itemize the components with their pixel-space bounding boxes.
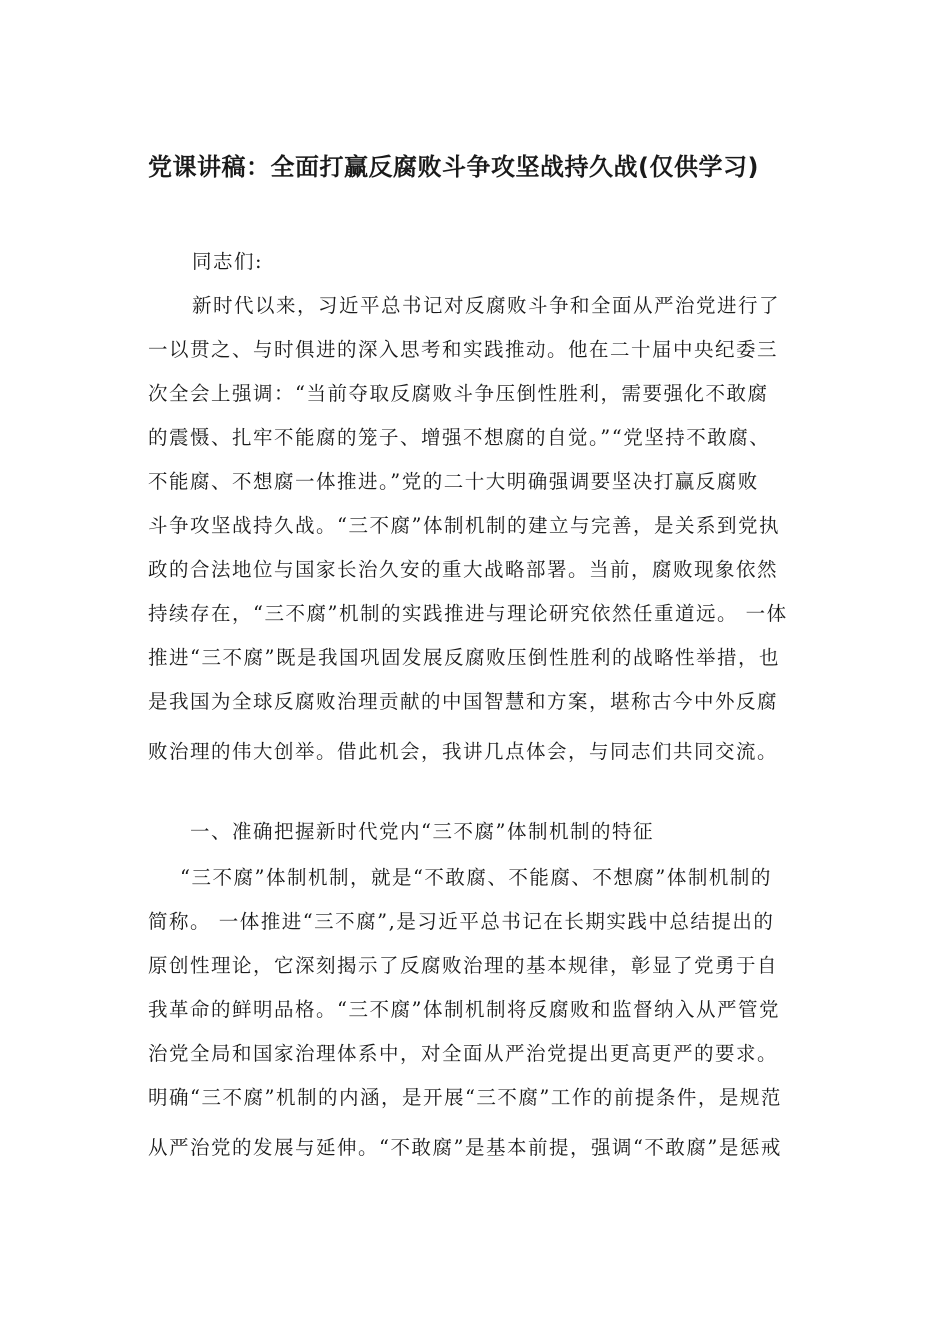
paragraph2-line: 从严治党的发展与延伸。“不敢腐”是基本前提，强调“不敢腐”是惩戒 [148,1136,782,1159]
document-title: 党课讲稿：全面打赢反腐败斗争攻坚战持久战(仅供学习) [148,153,759,181]
paragraph2-line: 简称。 一体推进“三不腐”,是习近平总书记在长期实践中总结提出的 [148,910,775,933]
paragraph1-line: 是我国为全球反腐败治理贡献的中国智慧和方案，堪称古今中外反腐 [148,690,779,713]
paragraph2-line: 治党全局和国家治理体系中，对全面从严治党提出更高更严的要求。 [148,1042,779,1065]
paragraph1-line: 一以贯之、与时俱进的深入思考和实践推动。他在二十届中央纪委三 [148,338,779,361]
section-heading: 一、准确把握新时代党内“三不腐”体制机制的特征 [190,820,654,843]
paragraph1-line: 推进“三不腐”既是我国巩固发展反腐败压倒性胜利的战略性举措，也 [148,646,780,669]
paragraph1-line: 的震慑、扎牢不能腐的笼子、增强不想腐的自觉。”“党坚持不敢腐、 [148,426,771,449]
paragraph2-line: 原创性理论，它深刻揭示了反腐败治理的基本规律，彰显了党勇于自 [148,954,779,977]
paragraph2-line: “三不腐”体制机制，就是“不敢腐、不能腐、不想腐”体制机制的 [180,866,772,889]
paragraph1-line: 败治理的伟大创举。借此机会，我讲几点体会，与同志们共同交流。 [148,740,779,763]
paragraph1-line: 不能腐、不想腐一体推进。”党的二十大明确强调要坚决打赢反腐败 [148,470,759,493]
paragraph1-line: 新时代以来，习近平总书记对反腐败斗争和全面从严治党进行了 [192,294,781,317]
paragraph2-line: 我革命的鲜明品格。“三不腐”体制机制将反腐败和监督纳入从严管党 [148,998,780,1021]
paragraph1-line: 持续存在，“三不腐”机制的实践推进与理论研究依然任重道远。 一体 [148,602,788,625]
paragraph2-line: 明确“三不腐”机制的内涵，是开展“三不腐”工作的前提条件，是规范 [148,1086,782,1109]
salutation: 同志们: [192,250,264,273]
paragraph1-line: 斗争攻坚战持久战。“三不腐”体制机制的建立与完善，是关系到党执 [148,514,780,537]
paragraph1-line: 次全会上强调：“当前夺取反腐败斗争压倒性胜利，需要强化不敢腐 [148,382,769,405]
paragraph1-line: 政的合法地位与国家长治久安的重大战略部署。当前，腐败现象依然 [148,558,779,581]
